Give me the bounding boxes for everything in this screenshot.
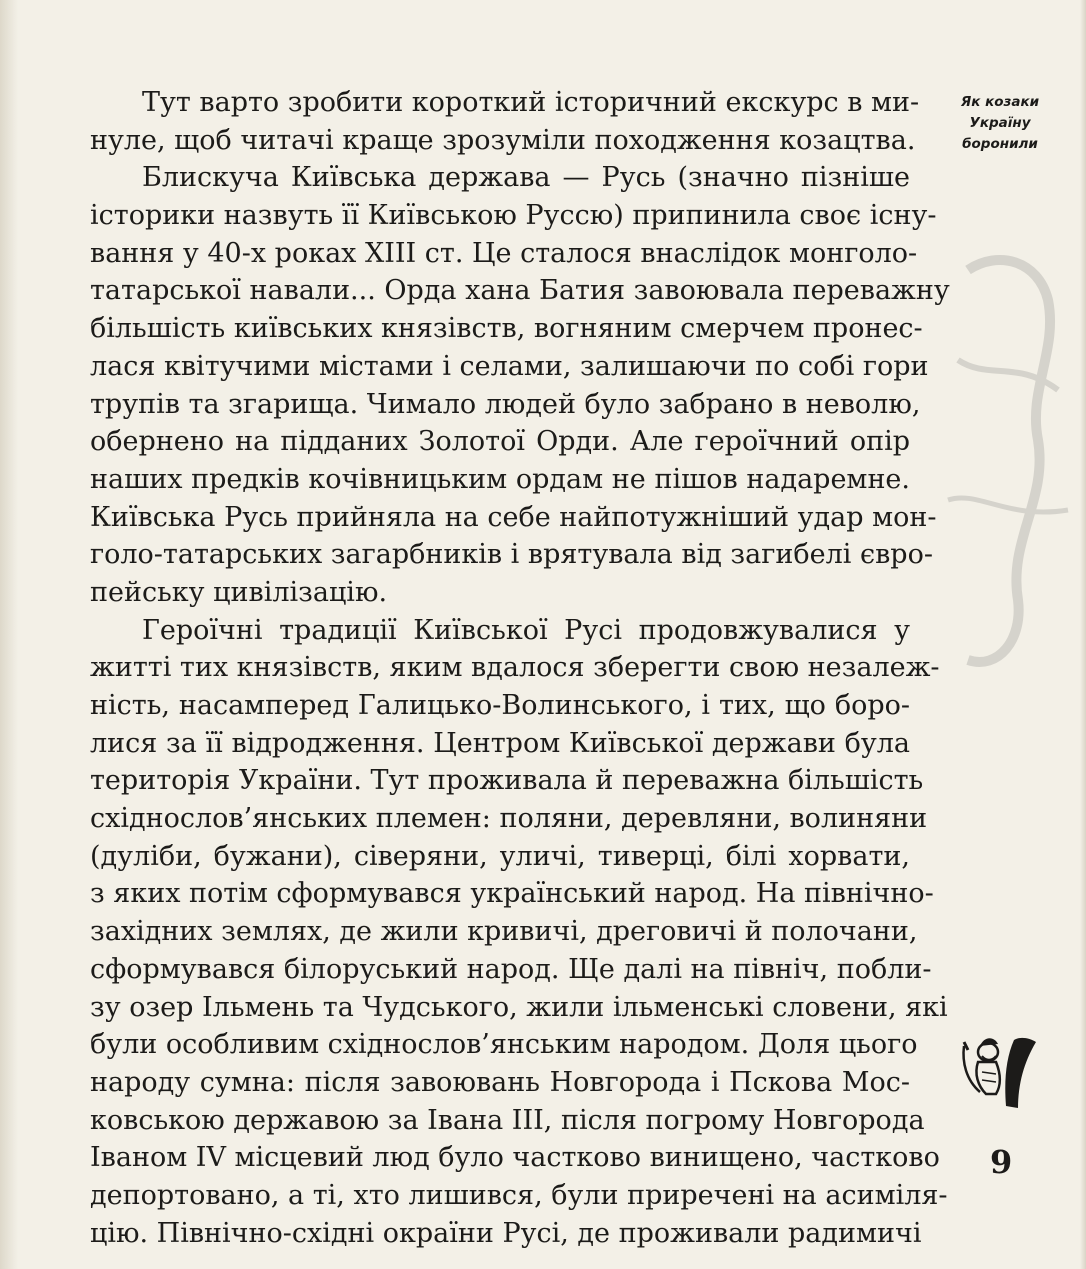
cossack-letter-emblem-icon <box>958 1028 1042 1112</box>
text-line: східнослов’янських племен: поляни, деревляни, волиняни <box>90 803 928 835</box>
text-line: Тут варто зробити короткий історичний екскурс в ми- <box>142 87 920 118</box>
text-line: зу озер Ільмень та Чудського, жили ільменські словени, які <box>90 991 948 1023</box>
text-line: нуле, щоб читачі краще зрозуміли походження козацтва. <box>90 124 916 156</box>
text-line: ність, насамперед Галицько-Волинського, і тих, що боро- <box>90 690 910 721</box>
text-line: були особливим східнослов’янським народом. Доля цього <box>90 1029 918 1061</box>
text-line: пейську цивілізацію. <box>90 576 388 608</box>
text-line: цію. Північно-східні окраїни Русі, де проживали радимичі <box>90 1217 922 1249</box>
page-edge-shadow-right <box>1080 0 1086 1269</box>
show-through-illustration <box>928 240 1078 680</box>
text-line: історики назвуть її Київською Руссю) припинила своє існу- <box>90 200 937 232</box>
text-line: ковською державою за Івана III, після погрому Новгорода <box>90 1104 925 1136</box>
text-line: (дуліби, бужани), сіверяни, уличі, тиверці, білі хорвати, <box>90 840 910 872</box>
text-line: лися за її відродження. Центром Київської держави була <box>90 727 910 759</box>
text-line: трупів та згарища. Чимало людей було забрано в неволю, <box>90 388 921 420</box>
text-line: лася квітучими містами і селами, залишаючи по собі гори <box>90 350 929 382</box>
text-line: Блискуча Київська держава — Русь (значно пізніше <box>142 162 910 194</box>
text-line: житті тих князівств, яким вдалося зберегти свою незалеж- <box>90 652 940 684</box>
text-line: Героїчні традиції Київської Русі продовжувалися у <box>142 614 910 646</box>
running-head-line: Як козаки <box>960 94 1040 110</box>
text-line: західних землях, де жили кривичі, дреговичі й полочани, <box>90 916 918 948</box>
text-line: вання у 40-х роках XIII ст. Це сталося внаслідок монголо- <box>90 237 918 269</box>
text-line: з яких потім сформувався український народ. На північно- <box>90 878 934 910</box>
text-line: Київська Русь прийняла на себе найпотужніший удар мон- <box>90 501 937 533</box>
text-line: більшість київських князівств, вогняним смерчем пронес- <box>90 313 923 345</box>
text-line: татарської навали... Орда хана Батия завоювала переважну <box>90 275 950 307</box>
text-line: обернено на підданих Золотої Орди. Але героїчний опір <box>90 426 910 458</box>
page-number: 9 <box>990 1143 1013 1181</box>
text-line: голо-татарських загарбників і врятувала від загибелі євро- <box>90 539 933 571</box>
text-line: сформувався білоруський народ. Ще далі на північ, побли- <box>90 953 932 985</box>
page-edge-shadow-left <box>0 0 18 1269</box>
text-line: територія України. Тут проживала й переважна більшість <box>90 765 924 797</box>
running-head-line: Україну <box>969 115 1031 131</box>
running-head-line: боронили <box>962 136 1038 152</box>
running-head <box>940 92 1060 155</box>
text-line: Іваном IV місцевий люд було частково винищено, частково <box>90 1142 940 1174</box>
body-text <box>90 84 950 1252</box>
text-line: народу сумна: після завоювань Новгорода і Пскова Мос- <box>90 1066 910 1098</box>
text-line: депортовано, а ті, хто лишився, були приречені на асиміля- <box>90 1179 948 1211</box>
text-line: наших предків кочівницьким ордам не пішов надаремне. <box>90 463 910 495</box>
